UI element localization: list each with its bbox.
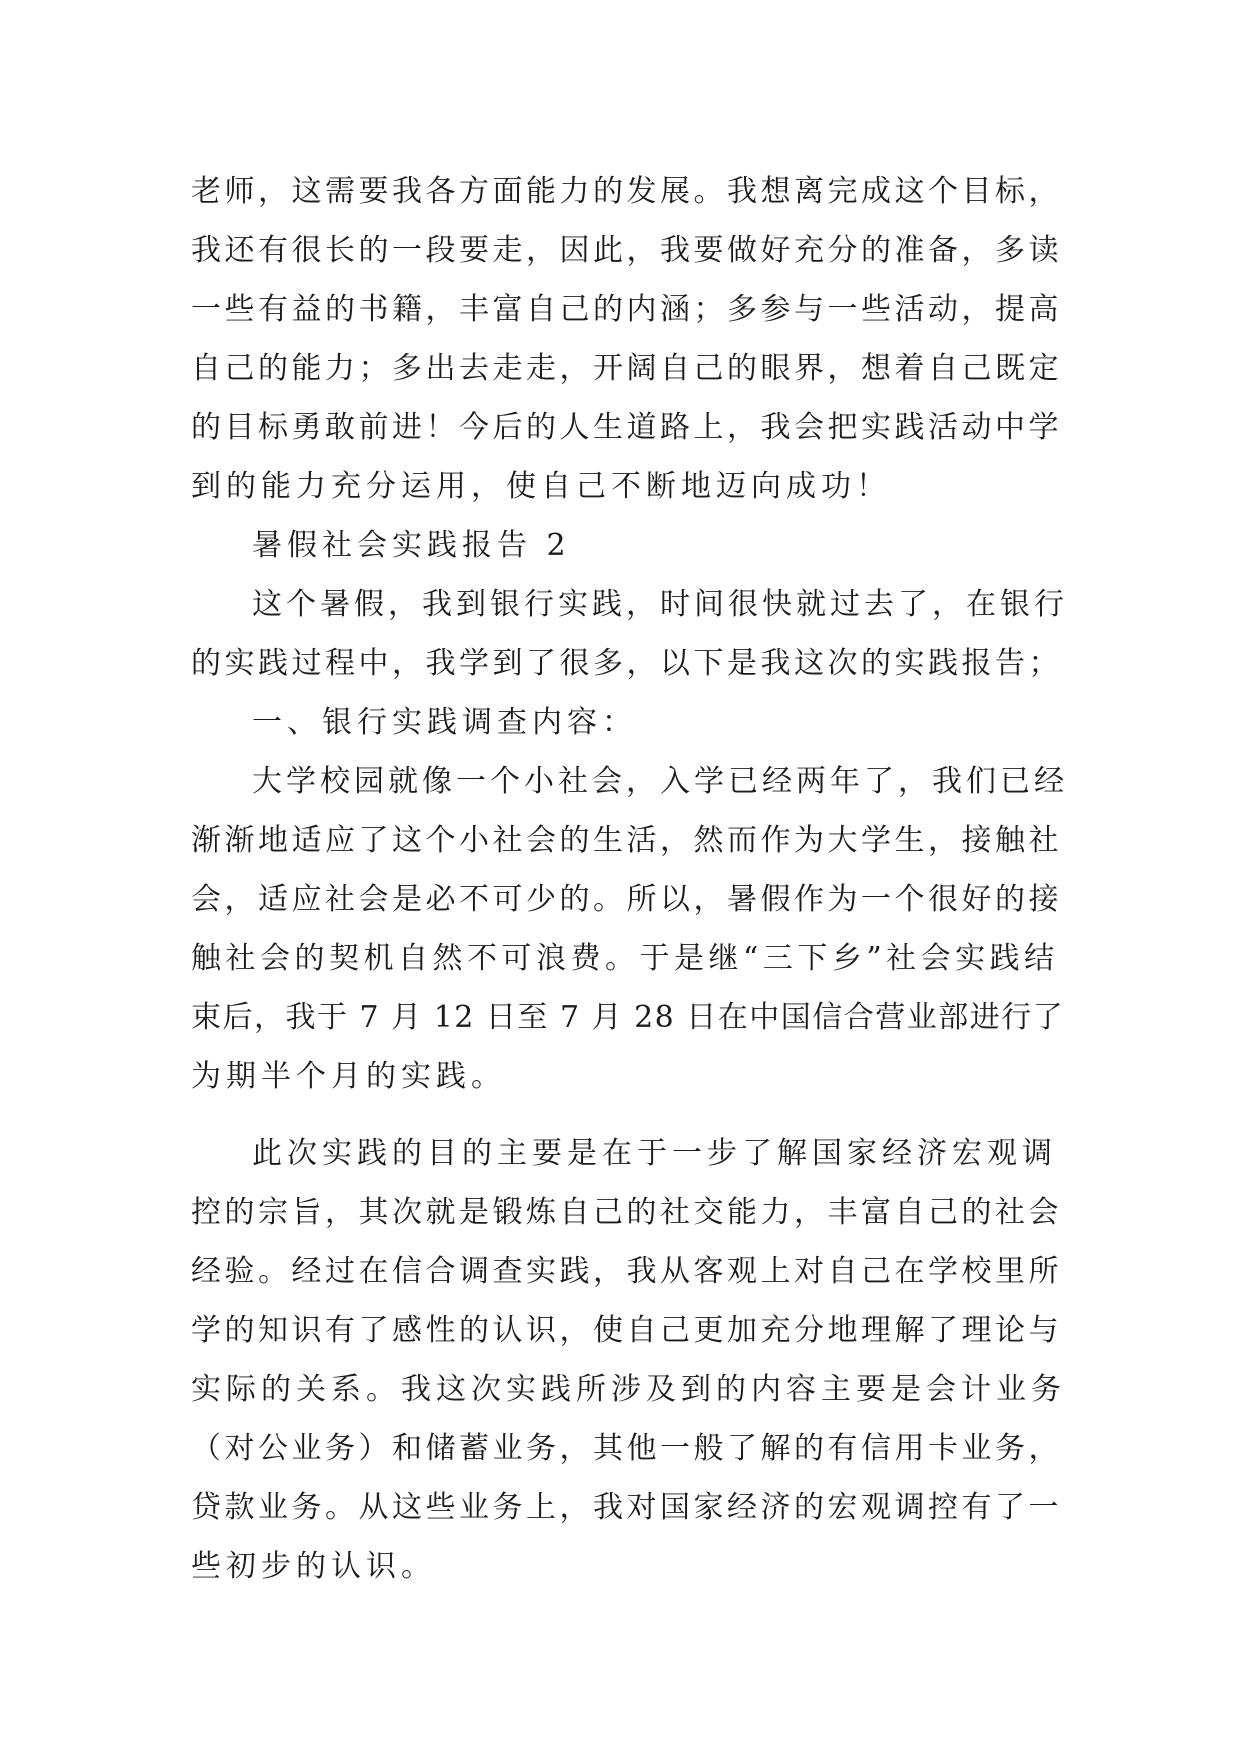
paragraph-line: 束后，我于 7 月 12 日至 7 月 28 日在中国信合营业部进行了 — [191, 1000, 1065, 1035]
paragraph-line: 触社会的契机自然不可浪费。于是继“三下乡”社会实践结 — [191, 941, 1059, 976]
paragraph-line: 大学校园就像一个小社会，入学已经两年了，我们已经 — [252, 764, 1068, 799]
paragraph-line: 学的知识有了感性的认识，使自己更加充分地理解了理论与 — [191, 1313, 1062, 1348]
paragraph-line: 贷款业务。从这些业务上，我对国家经济的宏观调控有了一 — [191, 1490, 1062, 1525]
paragraph-line: 控的宗旨，其次就是锻炼自己的社交能力，丰富自己的社会 — [191, 1195, 1062, 1230]
paragraph-line: 实际的关系。我这次实践所涉及到的内容主要是会计业务 — [191, 1372, 1066, 1407]
paragraph-line: 自己的能力；多出去走走，开阔自己的眼界，想着自己既定 — [191, 351, 1062, 386]
subsection-heading: 一、银行实践调查内容： — [252, 705, 637, 740]
paragraph-line: 渐渐地适应了这个小社会的生活，然而作为大学生，接触社 — [191, 823, 1062, 858]
paragraph-line: 到的能力充分运用，使自己不断地迈向成功！ — [191, 469, 891, 504]
paragraph-line: 的实践过程中，我学到了很多，以下是我这次的实践报告； — [191, 646, 1062, 681]
paragraph-line: 会，适应社会是必不可少的。所以，暑假作为一个很好的接 — [191, 882, 1062, 917]
paragraph-line: 为期半个月的实践。 — [191, 1059, 506, 1094]
paragraph-line: 一些有益的书籍，丰富自己的内涵；多参与一些活动，提高 — [191, 292, 1062, 327]
paragraph-line: 的目标勇敢前进！今后的人生道路上，我会把实践活动中学 — [191, 410, 1062, 445]
paragraph-line: 此次实践的目的主要是在于一步了解国家经济宏观调 — [252, 1136, 1057, 1171]
paragraph-line: 我还有很长的一段要走，因此，我要做好充分的准备，多读 — [191, 233, 1062, 268]
paragraph-line: 经验。经过在信合调查实践，我从客观上对自己在学校里所 — [191, 1254, 1062, 1289]
section-heading: 暑假社会实践报告 2 — [252, 528, 571, 563]
paragraph-line: 些初步的认识。 — [191, 1549, 436, 1584]
paragraph-line: 这个暑假，我到银行实践，时间很快就过去了，在银行 — [252, 587, 1068, 622]
paragraph-line: 老师，这需要我各方面能力的发展。我想离完成这个目标， — [191, 174, 1062, 209]
paragraph-line: （对公业务）和储蓄业务，其他一般了解的有信用卡业务， — [191, 1431, 1062, 1466]
